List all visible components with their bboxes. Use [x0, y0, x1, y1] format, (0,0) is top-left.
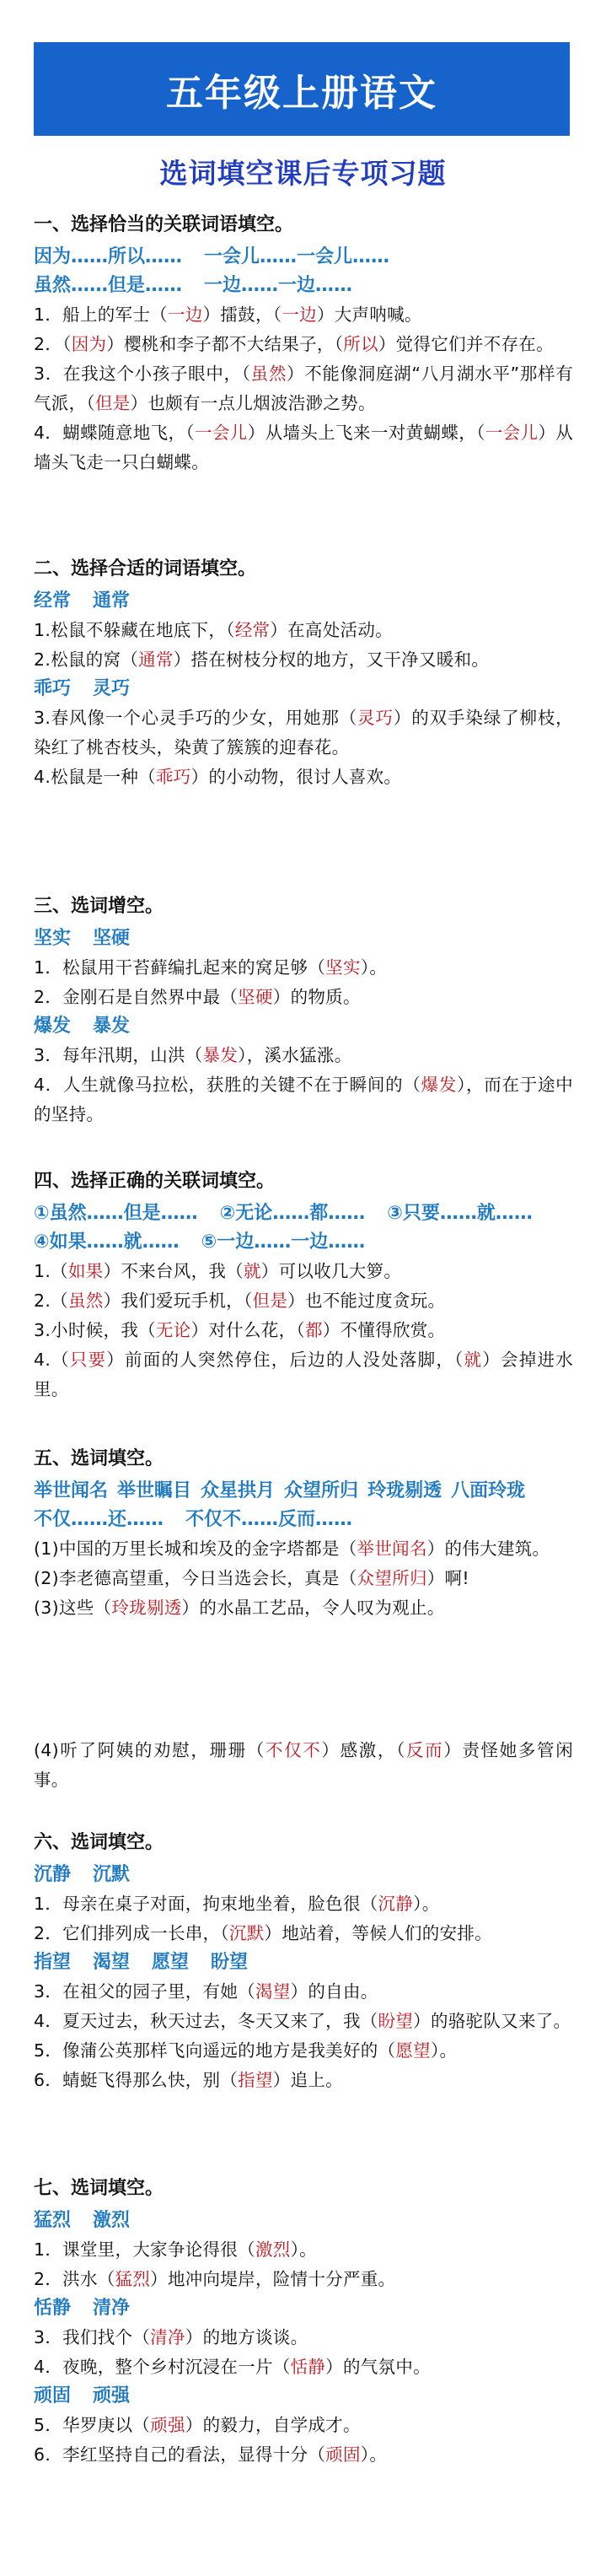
section-1: [34, 213, 573, 477]
section-heading: 七、选词填空。: [34, 2178, 164, 2199]
question: [34, 330, 573, 359]
page-title: 五年级上册语文: [34, 42, 570, 136]
question-text: ）的双手染绿了柳枝，染红了桃杏枝头，染黄了簇簇的迎春花。: [34, 708, 573, 757]
section-5: [34, 1447, 573, 1623]
question-text: 1．课堂里，大家争论得很（: [34, 2239, 255, 2260]
question-text: 3.小时候，我（: [34, 1320, 156, 1340]
question-text: 3．在我这个小孩子眼中，（: [34, 364, 251, 384]
word-option: 因为……所以……: [34, 246, 183, 267]
question: [34, 1977, 573, 2007]
question-text: ）的水晶工艺品，令人叹为观止。: [181, 1598, 445, 1618]
question: [34, 2036, 573, 2066]
question-text: 2．金刚石是自然界中最（: [34, 987, 239, 1007]
word-bank: [34, 2382, 573, 2411]
word-option: ③只要……就……: [387, 1203, 533, 1224]
question-text: 1．松鼠用干苔藓编扎起来的窝足够（: [34, 957, 326, 978]
word-option: 玲珑剔透: [367, 1480, 442, 1501]
answer: 所以: [343, 334, 378, 354]
answer: 一边: [282, 304, 317, 325]
question-text: ）不来台风，我（: [103, 1261, 244, 1281]
word-bank: [34, 587, 573, 616]
question: [34, 1316, 573, 1345]
word-option: 爆发: [34, 1016, 72, 1037]
question: [34, 2007, 573, 2036]
question: [34, 1070, 573, 1129]
question-text: ）对什么花，（: [190, 1320, 305, 1340]
section-heading: 五、选词填空。: [34, 1448, 164, 1469]
word-option: 通常: [93, 590, 131, 612]
word-bank: [34, 243, 573, 272]
answer: 沉静: [378, 1894, 414, 1914]
word-option: ①虽然……但是……: [34, 1203, 198, 1224]
question-text: ）。: [290, 2239, 317, 2260]
answer: 顽固: [325, 2444, 361, 2465]
word-bank: [34, 1012, 573, 1041]
question-text: ）啊!: [426, 1568, 469, 1588]
answer: 只要: [69, 1350, 107, 1370]
section-4: [34, 1169, 573, 1404]
section-5-continued: [34, 1736, 573, 1795]
question-text: ）的伟大建筑。: [426, 1539, 550, 1559]
question: [34, 953, 573, 983]
word-option: 沉静: [34, 1864, 72, 1885]
word-option: 渴望: [93, 1952, 131, 1973]
answer: 虽然: [250, 364, 287, 384]
answer: 就: [464, 1350, 483, 1370]
question: [34, 1534, 573, 1564]
question: [34, 2440, 573, 2470]
answer: 渴望: [255, 1981, 291, 2002]
word-option: 众望所归: [284, 1480, 359, 1501]
word-bank: [34, 924, 573, 953]
word-bank: [34, 1948, 573, 1977]
answer: 经常: [234, 620, 271, 640]
question-text: ）地站着，等候人们的安排。: [264, 1923, 492, 1943]
word-option: 顽强: [93, 2385, 131, 2406]
answer: 都: [304, 1320, 323, 1340]
question: [34, 418, 573, 477]
question: [34, 2066, 573, 2095]
question-text: 3．在祖父的园子里，有她（: [34, 1981, 255, 2002]
question-text: 3.春风像一个心灵手巧的少女，用她那（: [34, 708, 358, 728]
question-text: ），溪水猛涨。: [238, 1045, 352, 1065]
word-option: 不仅……还……: [34, 1509, 164, 1530]
word-option: 沉默: [93, 1864, 131, 1885]
question-text: 1.松鼠不躲藏在地底下，（: [34, 620, 235, 640]
word-option: 猛烈: [34, 2210, 72, 2231]
question-text: 4．蝴蝶随意地飞，（: [34, 423, 196, 443]
word-bank: [34, 675, 573, 703]
question: [34, 2235, 573, 2265]
answer: 恬静: [290, 2357, 326, 2377]
word-option: ④如果……就……: [34, 1231, 180, 1253]
word-option: 盼望: [211, 1952, 249, 1973]
answer: 盼望: [378, 2011, 414, 2031]
question-text: 1．母亲在桌子对面，拘束地坐着，脸色很（: [34, 1894, 378, 1914]
answer: 一会儿: [485, 423, 539, 443]
section-heading: 二、选择合适的词语填空。: [34, 558, 257, 579]
word-bank: [34, 1199, 573, 1228]
word-option: 坚实: [34, 928, 72, 949]
word-option: ②无论……都……: [219, 1203, 366, 1224]
question-text: 4．夏天过去，秋天过去，冬天又来了，我（: [34, 2011, 378, 2031]
question-text: ）擂鼓，（: [202, 304, 282, 325]
word-bank: [34, 1506, 573, 1534]
question-text: ）的气氛中。: [325, 2357, 431, 2377]
question-text: ）从墙头飞走一只白蝴蝶。: [34, 423, 574, 472]
question-text: ）也颇有一点儿烟波浩渺之势。: [130, 393, 376, 413]
word-bank: [34, 1228, 573, 1257]
question-text: 1.（: [34, 1261, 68, 1281]
answer: 坚实: [325, 957, 361, 978]
answer: 暴发: [202, 1045, 239, 1065]
question-text: 2．洪水（: [34, 2269, 115, 2289]
question-text: ）大声呐喊。: [316, 304, 422, 325]
answer: 猛烈: [115, 2269, 151, 2289]
word-bank: [34, 1861, 573, 1889]
answer: 反而: [405, 1740, 444, 1760]
answer: 清净: [150, 2327, 185, 2347]
question-text: 4.（: [34, 1350, 70, 1370]
question-text: (1)中国的万里长城和埃及的金字塔都是（: [34, 1539, 357, 1559]
answer: 顽强: [150, 2415, 185, 2435]
question-text: ）。: [413, 1894, 440, 1914]
question-text: ）地冲向堤岸，险情十分严重。: [150, 2269, 396, 2289]
question-text: 2．（: [34, 334, 72, 354]
answer: 愿望: [395, 2040, 431, 2061]
question-text: ）的骆驼队又来了。: [413, 2011, 571, 2031]
question: [34, 763, 573, 792]
question: [34, 359, 573, 418]
question: [34, 616, 573, 645]
question-text: ）责怪她多管闲事。: [34, 1740, 573, 1790]
question-text: ）的自由。: [290, 1981, 378, 2002]
answer: 但是: [252, 1291, 288, 1311]
question-text: ）。: [430, 2040, 458, 2061]
answer: 乖巧: [155, 767, 191, 787]
word-option: 顽固: [34, 2385, 72, 2406]
answer: 指望: [238, 2070, 273, 2090]
question-text: ）的地方谈谈。: [185, 2327, 308, 2347]
question: [34, 1564, 573, 1593]
answer: 虽然: [67, 1291, 104, 1311]
question-text: ）樱桃和李子都不大结果子，（: [106, 334, 344, 354]
answer: 举世闻名: [357, 1539, 427, 1559]
question-text: ）搭在树枝分杈的地方，又干净又暖和。: [173, 649, 490, 670]
section-6: [34, 1830, 573, 2095]
question-text: 2.（: [34, 1291, 68, 1311]
answer: 无论: [155, 1320, 191, 1340]
question-text: ），而在于途中的坚持。: [34, 1075, 573, 1124]
page-subtitle: 选词填空课后专项习题: [159, 157, 447, 190]
word-option: 一会儿……一会儿……: [204, 246, 390, 267]
question-text: 3．我们找个（: [34, 2327, 151, 2347]
answer: 坚硬: [238, 987, 273, 1007]
word-option: 乖巧: [34, 678, 72, 699]
question-text: ）的小动物，很讨人喜欢。: [190, 767, 402, 787]
question-text: ）觉得它们并不存在。: [378, 334, 554, 354]
question: [34, 1257, 573, 1286]
question-text: ）会掉进水里。: [34, 1350, 573, 1399]
section-2: [34, 557, 573, 792]
question-text: (4)听了阿姨的劝慰，珊珊（: [34, 1740, 265, 1760]
word-option: 暴发: [93, 1016, 131, 1037]
word-option: 激烈: [93, 2210, 131, 2231]
question-text: ）感激，（: [321, 1740, 406, 1760]
question-text: ）在高处活动。: [270, 620, 393, 640]
section-heading: 四、选择正确的关联词填空。: [34, 1171, 276, 1192]
question-text: 2.松鼠的窝（: [34, 649, 139, 670]
question: [34, 703, 573, 763]
question-text: ）。: [360, 957, 388, 978]
question-text: 5．华罗庚以（: [34, 2415, 151, 2435]
question-text: ）追上。: [272, 2070, 343, 2090]
question-text: ）的毅力，自学成才。: [185, 2415, 361, 2435]
word-bank: [34, 1477, 573, 1506]
answer: 灵巧: [357, 708, 394, 728]
question-text: 4．人生就像马拉松，获胜的关键不在于瞬间的（: [34, 1075, 421, 1095]
question-text: 3．每年汛期，山洪（: [34, 1045, 203, 1065]
question-text: ）不懂得欣赏。: [322, 1320, 446, 1340]
answer: 玲珑剔透: [111, 1598, 182, 1618]
word-bank: [34, 2207, 573, 2235]
answer: 但是: [94, 393, 131, 413]
question: [34, 1286, 573, 1316]
word-bank: [34, 272, 573, 300]
answer: 沉默: [228, 1923, 265, 1943]
question: [34, 2411, 573, 2440]
section-heading: 一、选择恰当的关联词语填空。: [34, 214, 294, 235]
word-option: 虽然……但是……: [34, 275, 183, 296]
answer: 就: [243, 1261, 261, 1281]
section-7: [34, 2176, 573, 2470]
question-text: ）也不能过度贪玩。: [287, 1291, 446, 1311]
question: [34, 645, 573, 675]
question-text: ）前面的人突然停住，后边的人没处落脚，（: [106, 1350, 464, 1370]
answer: 众望所归: [357, 1568, 427, 1588]
question-text: (2)李老德高望重，今日当选会长，真是（: [34, 1568, 357, 1588]
question: [34, 1041, 573, 1070]
question: [34, 1889, 573, 1919]
question-text: 4．夜晚，整个乡村沉浸在一片（: [34, 2357, 291, 2377]
word-option: 清净: [93, 2298, 131, 2319]
word-option: 灵巧: [93, 678, 131, 699]
question-text: ）不能像洞庭湖“八月湖水平”那样有气派，（: [34, 364, 573, 413]
answer: 如果: [67, 1261, 104, 1281]
word-option: 经常: [34, 590, 72, 612]
question: [34, 2265, 573, 2294]
question: [34, 2352, 573, 2382]
question-text: 5．像蒲公英那样飞向遥远的地方是我美好的（: [34, 2040, 396, 2061]
question-text: 6．李红坚持自己的看法，显得十分（: [34, 2444, 326, 2465]
question-text: 2．它们排列成一长串，（: [34, 1923, 229, 1943]
question: [34, 300, 573, 330]
section-heading: 六、选词填空。: [34, 1832, 164, 1853]
word-option: ⑤一边……一边……: [201, 1231, 366, 1253]
question-text: ）我们爱玩手机，（: [103, 1291, 253, 1311]
question-text: 6．蜻蜓飞得那么快，别（: [34, 2070, 239, 2090]
question: [34, 1919, 573, 1948]
word-option: 举世闻名: [34, 1480, 109, 1501]
question: [34, 1593, 573, 1623]
word-option: 八面玲珑: [451, 1480, 526, 1501]
answer: 不仅不: [265, 1740, 322, 1760]
question-text: (3)这些（: [34, 1598, 112, 1618]
answer: 爆发: [421, 1075, 458, 1095]
question: [34, 2323, 573, 2352]
question-text: 1．船上的军士（: [34, 304, 168, 325]
section-heading: 三、选词增空。: [34, 896, 164, 917]
question: [34, 1345, 573, 1404]
answer: 一会儿: [195, 423, 248, 443]
word-bank: [34, 2294, 573, 2323]
word-option: 愿望: [152, 1952, 190, 1973]
word-option: 恬静: [34, 2298, 72, 2319]
question: [34, 983, 573, 1012]
answer: 激烈: [255, 2239, 291, 2260]
answer: 一边: [167, 304, 203, 325]
question-text: ）的物质。: [272, 987, 361, 1007]
word-option: 举世瞩目: [117, 1480, 192, 1501]
word-option: 众星拱月: [201, 1480, 276, 1501]
answer: 因为: [71, 334, 107, 354]
question-text: ）从墙头上飞来一对黄蝴蝶，（: [247, 423, 485, 443]
section-3: [34, 894, 573, 1129]
answer: 通常: [138, 649, 174, 670]
word-option: 一边……一边……: [204, 275, 353, 296]
question: [34, 1736, 573, 1795]
question-text: ）。: [360, 2444, 388, 2465]
question-text: ）可以收几大箩。: [260, 1261, 402, 1281]
word-option: 不仅不……反而……: [185, 1509, 353, 1530]
word-option: 坚硬: [93, 928, 131, 949]
word-option: 指望: [34, 1952, 72, 1973]
question-text: 4.松鼠是一种（: [34, 767, 156, 787]
